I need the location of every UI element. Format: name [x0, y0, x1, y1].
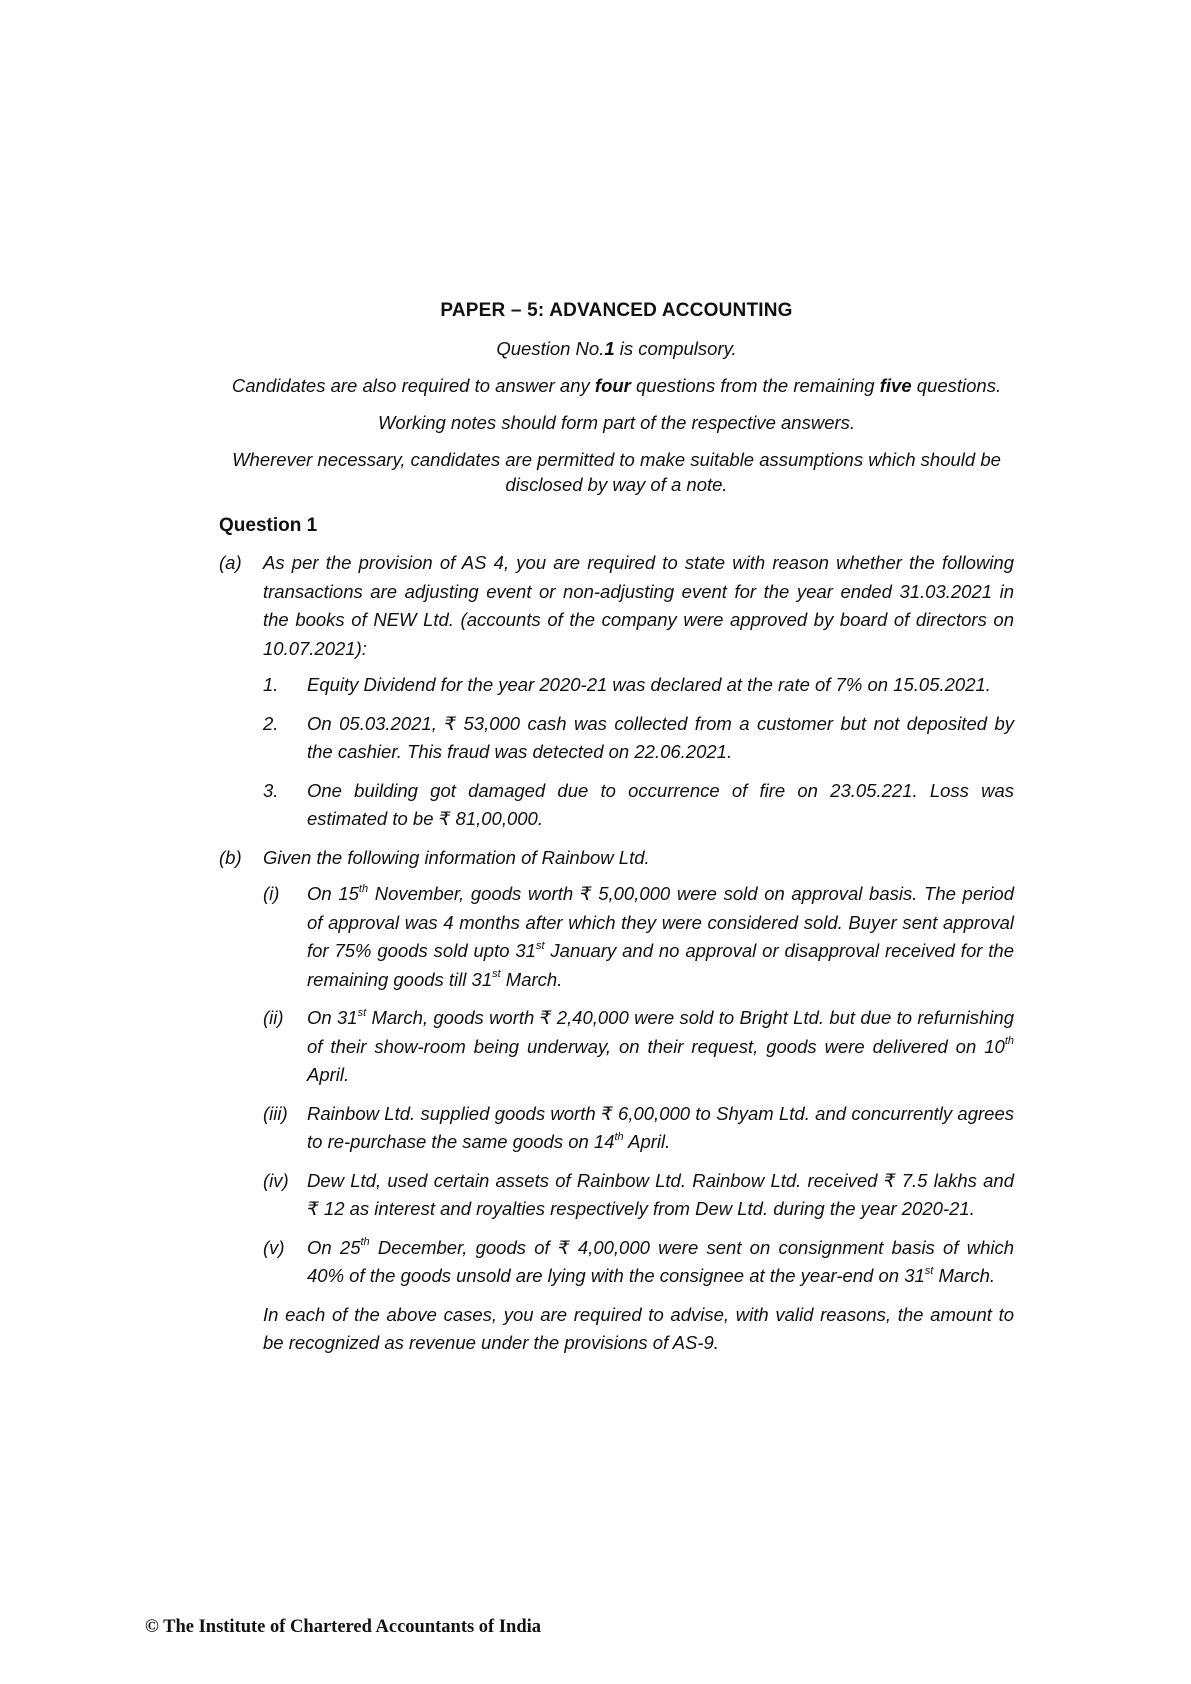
item-text — [307, 883, 1014, 990]
item-label: (i) — [263, 883, 280, 904]
instr2-mid: questions from the remaining — [630, 375, 880, 396]
instruction-assumptions: Wherever necessary, candidates are permitted to make suitable assumptions which should be disclosed by way of a note. — [232, 449, 1001, 495]
superscript: st — [924, 1264, 934, 1277]
item-text — [307, 1007, 1014, 1085]
part-a-item-text: On 05.03.2021, ₹ 53,000 cash was collected from a customer but not deposited by the cashier. This fraud was detected on 22.06.2021. — [307, 712, 1014, 762]
item-label: (iv) — [263, 1169, 289, 1191]
superscript: th — [358, 882, 369, 895]
part-b-closing: In each of the above cases, you are required to advise, with valid reasons, the amount to be recognized as revenue under the provisions of AS-9. — [263, 1303, 1014, 1353]
text-run: January and no approval or disapproval received for the remaining goods till 31 — [307, 940, 1015, 990]
part-a-item — [219, 710, 1014, 767]
part-b-item-v — [219, 1234, 1014, 1291]
part-b-label: (b) — [219, 846, 242, 868]
superscript: th — [360, 1236, 370, 1249]
superscript: st — [492, 968, 501, 981]
item-text — [307, 1103, 1014, 1153]
part-a-item — [219, 777, 1014, 834]
text-run: November, goods worth ₹ 5,00,000 were sold on approval basis. The period of approval was 4 months after which they were considered sold. Buyer sent approval for 75% goods sold upto 31 — [307, 883, 1014, 961]
question-paper — [219, 300, 1014, 1358]
text-run: March. — [933, 1265, 996, 1286]
part-a-item-text: One building got damaged due to occurrence of fire on 23.05.221. Loss was estimated to be ₹ 81,00,000. — [307, 779, 1014, 829]
text-run: On 31 — [307, 1007, 358, 1028]
instruction-working-notes: Working notes should form part of the respective answers. — [377, 412, 856, 433]
superscript: st — [535, 939, 545, 952]
part-a — [219, 549, 1014, 663]
text-run: On 15 — [307, 883, 359, 904]
part-b-text: Given the following information of Rainbow Ltd. — [263, 846, 650, 868]
part-b-item-iii — [219, 1100, 1014, 1157]
part-a-item-text: Equity Dividend for the year 2020-21 was declared at the rate of 7% on 15.05.2021. — [307, 674, 991, 695]
item-label: (iii) — [263, 1102, 288, 1124]
part-a-label: (a) — [219, 552, 242, 573]
footer-copyright: © The Institute of Chartered Accountants of India — [145, 1617, 542, 1637]
text-run: April. — [307, 1064, 350, 1085]
text-run: March. — [500, 968, 563, 990]
text-run: Rainbow Ltd. supplied goods worth ₹ 6,00,000 to Shyam Ltd. and concurrently agrees to re-purchase the same goods on 14 — [307, 1102, 1014, 1152]
instr2-post: questions. — [911, 375, 1002, 396]
superscript: th — [1004, 1035, 1014, 1048]
part-b — [219, 844, 1014, 873]
part-a-text: As per the provision of AS 4, you are required to state with reason whether the following transactions are adjusting event or non-adjusting event for the year ended 31.03.2021 in the books of NEW Ltd. (accounts of the company were approved by board of directors on 10.07.2021): — [263, 552, 1014, 659]
part-b-item-iv — [219, 1167, 1014, 1224]
instr2-b1: four — [594, 375, 631, 396]
superscript: st — [357, 1006, 367, 1019]
text-run: March, goods worth ₹ 2,40,000 were sold to Bright Ltd. but due to refurnishing of their show-room being underway, on their request, goods were delivered on 10 — [307, 1007, 1014, 1057]
item-label: (ii) — [263, 1007, 284, 1028]
part-a-item — [219, 671, 1014, 700]
part-a-item-label: 3. — [263, 779, 279, 801]
page-title: PAPER – 5: ADVANCED ACCOUNTING — [440, 300, 793, 321]
text-run: On 25 — [307, 1236, 361, 1258]
instruction-compulsory — [219, 336, 1014, 361]
instr1-post: is compulsory. — [614, 338, 737, 359]
part-b-item-ii — [219, 1004, 1014, 1090]
question-heading: Question 1 — [219, 515, 318, 536]
item-label: (v) — [263, 1236, 285, 1258]
text-run: December, goods of ₹ 4,00,000 were sent on consignment basis of which 40% of the goods unsold are lying with the consignee at the year-end on 31 — [307, 1236, 1015, 1286]
item-text — [307, 1237, 1014, 1287]
item-text: Dew Ltd, used certain assets of Rainbow Ltd. Rainbow Ltd. received ₹ 7.5 lakhs and ₹ 12 as interest and royalties respectively from Dew Ltd. during the year 2020-21. — [307, 1169, 1014, 1219]
instr1-num: 1 — [604, 338, 615, 359]
part-b-item-i — [219, 880, 1014, 994]
part-a-item-label: 1. — [263, 674, 279, 695]
instr2-pre: Candidates are also required to answer any — [231, 375, 595, 396]
instr2-b2: five — [879, 375, 912, 396]
instruction-answer-count — [219, 373, 1014, 398]
superscript: th — [614, 1130, 624, 1143]
text-run: April. — [623, 1131, 671, 1152]
instr1-pre: Question No. — [496, 338, 605, 359]
part-a-item-label: 2. — [263, 712, 279, 734]
